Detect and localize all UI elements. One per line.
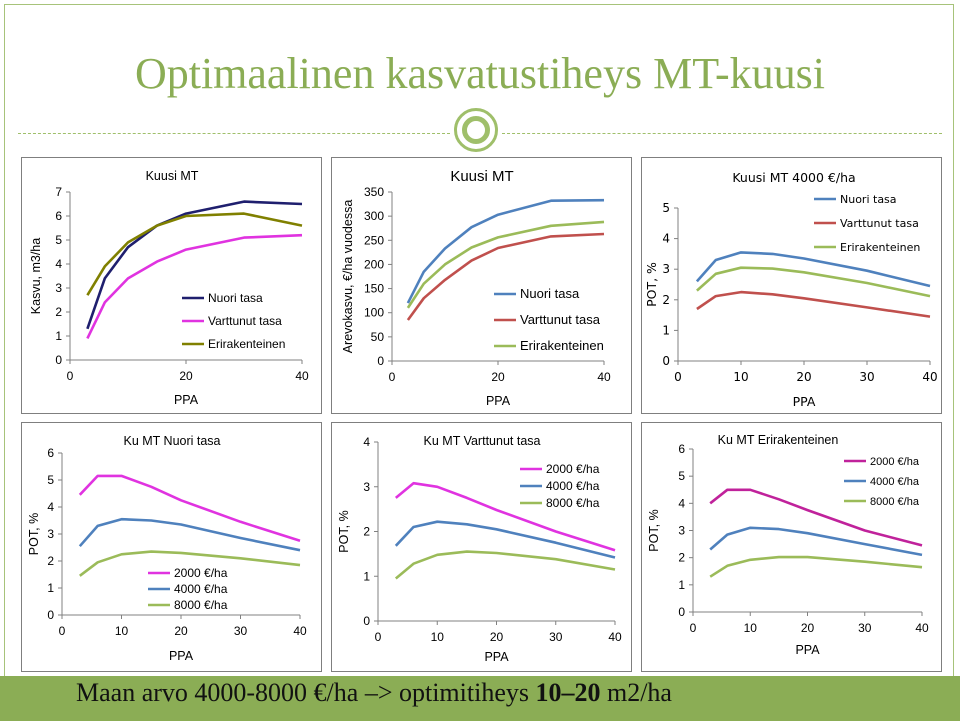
x-axis-label: PPA [484, 650, 509, 664]
chart-svg [642, 423, 943, 673]
x-tick-label: 20 [489, 630, 504, 644]
x-tick-label: 30 [233, 624, 248, 638]
chart-svg [22, 158, 323, 415]
y-axis-label: POT, % [647, 509, 661, 552]
x-tick-label: 30 [858, 621, 872, 635]
y-tick-label: 5 [678, 469, 685, 484]
legend-label: Erirakenteinen [520, 338, 604, 353]
series-line-3 [710, 557, 922, 577]
legend-label: 8000 €/ha [546, 496, 600, 510]
chart-pot-erirakenteinen [641, 422, 942, 672]
y-tick-label: 6 [678, 442, 685, 456]
x-tick-label: 10 [733, 370, 749, 384]
series-line-1 [87, 202, 302, 329]
legend-label: 4000 €/ha [174, 582, 228, 596]
series-line-3 [697, 268, 930, 296]
x-tick-label: 40 [922, 370, 938, 384]
series-line-2 [710, 528, 922, 555]
x-tick-label: 40 [915, 621, 929, 635]
x-tick-label: 10 [430, 630, 444, 644]
y-tick-label: 4 [363, 435, 370, 449]
x-tick-label: 40 [293, 624, 307, 638]
legend-label: 2000 €/ha [546, 462, 600, 476]
y-tick-label: 1 [678, 577, 685, 592]
y-tick-label: 0 [377, 354, 384, 368]
legend-label: Varttunut tasa [208, 314, 282, 328]
y-tick-label: 5 [55, 233, 62, 247]
legend-label: Nuori tasa [520, 286, 580, 301]
series-line-2 [80, 519, 300, 550]
legend-label: 4000 €/ha [870, 476, 919, 488]
legend-label: 2000 €/ha [870, 456, 919, 468]
chart-svg [332, 423, 633, 673]
y-tick-label: 3 [678, 523, 685, 538]
footer-text [76, 678, 672, 708]
x-tick-label: 10 [114, 624, 129, 638]
y-tick-label: 300 [363, 209, 384, 224]
legend-label: 8000 €/ha [174, 598, 228, 612]
y-tick-label: 1 [662, 323, 670, 338]
y-tick-label: 2 [55, 305, 62, 319]
x-tick-label: 0 [674, 370, 682, 384]
y-tick-label: 1 [55, 329, 62, 343]
x-tick-label: 40 [295, 369, 309, 383]
y-tick-label: 3 [55, 281, 62, 295]
footer-text-post: m2/ha [600, 678, 672, 707]
y-axis-label: Kasvu, m3/ha [29, 237, 43, 315]
y-tick-label: 3 [363, 479, 370, 494]
chart-value-growth [331, 157, 632, 414]
legend-label: Nuori tasa [208, 291, 263, 305]
chart-title: Kuusi MT 4000 €/ha [732, 170, 856, 185]
x-tick-label: 0 [388, 370, 396, 384]
y-tick-label: 3 [47, 527, 54, 541]
series-line-1 [396, 483, 615, 550]
chart-title: Ku MT Nuori tasa [123, 434, 221, 448]
y-tick-label: 50 [370, 329, 384, 344]
x-tick-label: 40 [608, 630, 622, 644]
y-tick-label: 0 [47, 608, 54, 622]
x-tick-label: 20 [491, 370, 505, 384]
chart-svg [332, 158, 633, 415]
y-tick-label: 4 [47, 500, 54, 514]
legend-label: Varttunut tasa [520, 312, 600, 327]
y-tick-label: 2 [662, 292, 670, 307]
y-tick-label: 6 [47, 446, 54, 460]
legend-label: 2000 €/ha [174, 566, 228, 580]
footer-text-pre: Maan arvo 4000-8000 €/ha –> optimitiheys [76, 678, 536, 707]
y-tick-label: 2 [678, 550, 685, 565]
legend-label: Erirakenteinen [840, 241, 921, 254]
chart-svg [22, 423, 323, 673]
chart-growth-m3 [21, 157, 322, 414]
y-tick-label: 5 [47, 473, 54, 487]
x-tick-label: 30 [549, 630, 563, 644]
chart-pot-varttunut-tasa [331, 422, 632, 672]
series-line-3 [396, 552, 615, 579]
title-divider-right [502, 133, 942, 134]
y-axis-label: POT, % [644, 262, 659, 307]
x-tick-label: 0 [66, 369, 74, 383]
y-axis-label: Arevokasvu, €/ha vuodessa [341, 199, 355, 354]
x-tick-label: 20 [800, 621, 815, 635]
y-tick-label: 4 [678, 496, 685, 511]
legend-label: 8000 €/ha [870, 496, 919, 508]
legend-label: 4000 €/ha [546, 479, 600, 493]
y-tick-label: 100 [363, 305, 384, 320]
y-tick-label: 0 [662, 354, 670, 368]
divider-ring-inner-icon [462, 116, 490, 144]
y-tick-label: 4 [55, 257, 62, 271]
chart-title: Kuusi MT [145, 169, 199, 183]
y-tick-label: 1 [363, 569, 370, 584]
x-tick-label: 0 [689, 621, 697, 635]
legend-label: Erirakenteinen [208, 337, 286, 351]
legend-label: Varttunut tasa [840, 217, 919, 230]
x-tick-label: 30 [859, 370, 875, 384]
series-line-2 [697, 292, 930, 317]
series-line-3 [87, 214, 302, 296]
x-tick-label: 40 [597, 370, 611, 384]
chart-svg [642, 158, 943, 415]
x-tick-label: 10 [743, 621, 757, 635]
chart-pot-4000 [641, 157, 942, 414]
y-axis-label: POT, % [27, 512, 41, 556]
y-tick-label: 5 [662, 201, 670, 215]
title-divider-left [18, 133, 450, 134]
x-tick-label: 20 [179, 369, 193, 383]
x-tick-label: 20 [796, 370, 812, 384]
x-axis-label: PPA [485, 394, 511, 408]
series-line-2 [408, 234, 604, 320]
y-tick-label: 7 [55, 185, 62, 199]
y-tick-label: 250 [363, 233, 384, 248]
x-tick-label: 0 [374, 630, 382, 644]
x-tick-label: 0 [58, 624, 66, 638]
y-tick-label: 3 [662, 262, 670, 277]
y-tick-label: 0 [55, 353, 62, 367]
x-axis-label: PPA [795, 643, 820, 657]
y-tick-label: 150 [363, 281, 384, 296]
x-axis-label: PPA [792, 394, 816, 409]
y-tick-label: 4 [662, 231, 670, 246]
y-tick-label: 0 [678, 605, 685, 619]
slide-title: Optimaalinen kasvatustiheys MT-kuusi [134, 49, 826, 98]
legend-label: Nuori tasa [840, 193, 897, 206]
y-tick-label: 0 [363, 614, 370, 628]
chart-title: Ku MT Erirakenteinen [717, 433, 839, 447]
x-axis-label: PPA [168, 649, 194, 663]
chart-pot-nuori-tasa [21, 422, 322, 672]
y-tick-label: 1 [47, 581, 54, 595]
y-axis-label: POT, % [337, 510, 351, 553]
series-line-1 [80, 476, 300, 541]
y-tick-label: 200 [363, 257, 384, 272]
x-tick-label: 20 [174, 624, 188, 638]
chart-title: Kuusi MT [450, 168, 514, 185]
footer-text-bold: 10–20 [535, 678, 601, 707]
y-tick-label: 2 [47, 554, 54, 568]
x-axis-label: PPA [173, 393, 199, 407]
y-tick-label: 350 [363, 185, 384, 199]
y-tick-label: 2 [363, 524, 370, 539]
chart-title: Ku MT Varttunut tasa [423, 434, 541, 448]
y-tick-label: 6 [55, 209, 62, 223]
